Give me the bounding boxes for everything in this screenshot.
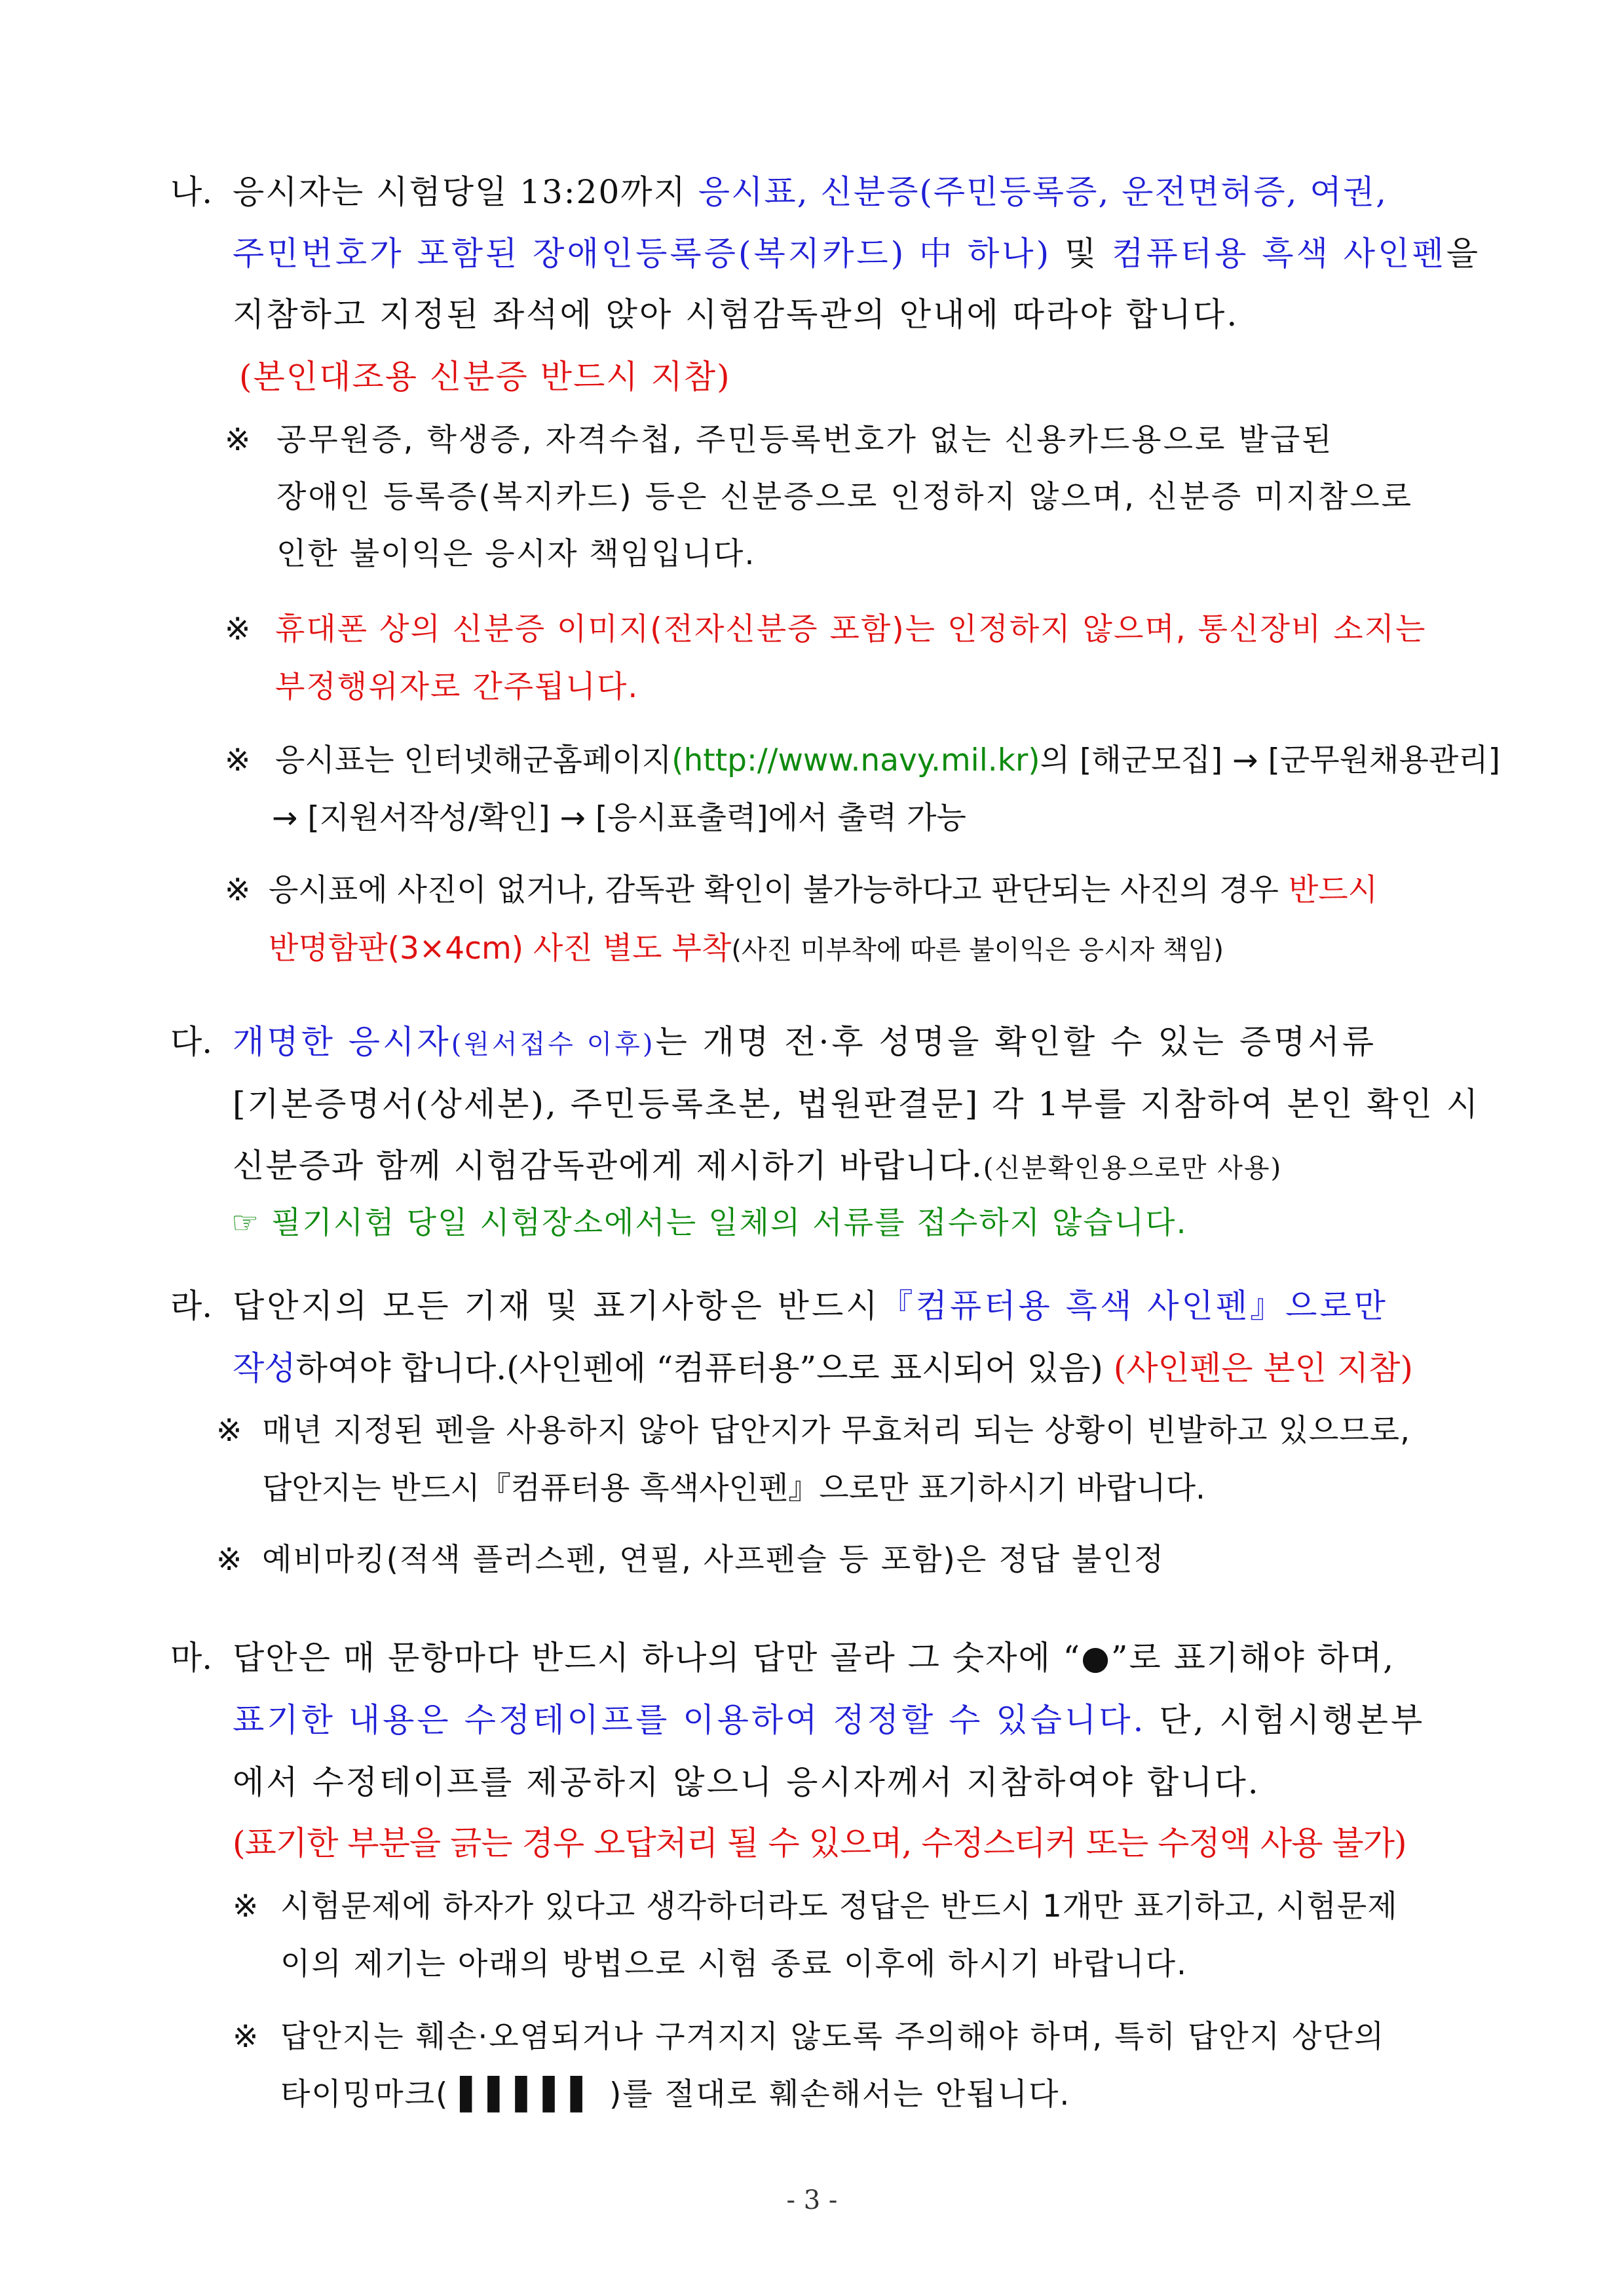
section-ra-write: 작성 <box>233 1349 296 1387</box>
note-na-1-line-3: 인한 불이익은 응시자 책임입니다. <box>276 536 756 572</box>
note-mark: ※ <box>216 1413 242 1449</box>
note-na-3-line-2: → [지원서작성/확인] → [응시표출력]에서 출력 가능 <box>272 800 966 836</box>
section-na-pen: 컴퓨터용 흑색 사인펜 <box>1112 235 1446 273</box>
renamed-applicant-note: (원서접수 이후) <box>451 1029 656 1060</box>
section-da-line-3 <box>233 1147 1283 1185</box>
section-ma-line-3: 에서 수정테이프를 제공하지 않으니 응시자께서 지참하여야 합니다. <box>233 1763 1260 1801</box>
photo-requirement: 반명함판(3×4cm) 사진 별도 부착 <box>269 930 732 966</box>
section-ma-label: 마. <box>170 1639 213 1677</box>
section-na-text: 을 <box>1446 235 1481 273</box>
note-na-2-line-1: 휴대폰 상의 신분증 이미지(전자신분증 포함)는 인정하지 않으며, 통신장비 소지는 <box>275 611 1427 647</box>
note-na-3-line-1 <box>275 742 1500 778</box>
section-ma-line-2 <box>233 1701 1426 1739</box>
section-ra-line-1 <box>233 1287 1388 1325</box>
note-na-1-line-2: 장애인 등록증(복지카드) 등은 신분증으로 인정하지 않으며, 신분증 미지참으로 <box>276 479 1414 515</box>
page-number: - 3 - <box>786 2185 838 2215</box>
section-ra-text: 하여야 합니다.(사인펜에 “컴퓨터용”으로 표시되어 있음) <box>295 1349 1103 1387</box>
section-da-text: 신분증과 함께 시험감독관에게 제시하기 바랍니다. <box>233 1147 983 1185</box>
note-mark: ※ <box>233 2019 259 2055</box>
note-na-1-line-1: 공무원증, 학생증, 자격수첩, 주민등록번호가 없는 신용카드용으로 발급된 <box>276 422 1334 458</box>
section-da-line-1 <box>233 1023 1377 1061</box>
note-ma-1-line-1: 시험문제에 하자가 있다고 생각하더라도 정답은 반드시 1개만 표기하고, 시험문제 <box>280 1888 1398 1924</box>
note-ma-2-line-1: 답안지는 훼손·오염되거나 구겨지지 않도록 주의해야 하며, 특히 답안지 상단의 <box>280 2019 1386 2055</box>
note-ma-2-line-2 <box>280 2076 1071 2113</box>
section-ra-text: 답안지의 모든 기재 및 표기사항은 반드시 <box>233 1287 880 1325</box>
section-da-note: (신분확인용으로만 사용) <box>983 1153 1283 1183</box>
note-mark: ※ <box>225 872 251 908</box>
section-na-text: 및 <box>1065 235 1099 273</box>
timing-mark-icon: ▌▌▌▌▌ <box>460 2076 599 2113</box>
section-ra-bring-pen: (사인펜은 본인 지참) <box>1113 1349 1413 1387</box>
note-text: 응시표는 인터넷해군홈페이지 <box>275 742 672 778</box>
note-text-red: 반드시 <box>1288 872 1378 908</box>
note-mark: ※ <box>225 422 251 458</box>
section-ma-line-1: 답안은 매 문항마다 반드시 하나의 답만 골라 그 숫자에 “●”로 표기해야 하며, <box>233 1639 1395 1677</box>
note-mark: ※ <box>225 611 251 647</box>
section-da-no-documents: ☞ 필기시험 당일 시험장소에서는 일체의 서류를 접수하지 않습니다. <box>231 1205 1188 1241</box>
note-text: 의 [해군모집] → [군무원채용관리] <box>1040 742 1500 778</box>
note-text: 응시표에 사진이 없거나, 감독관 확인이 불가능하다고 판단되는 사진의 경우 <box>269 872 1279 908</box>
section-ra-line-2 <box>233 1349 1413 1387</box>
section-da-label: 다. <box>170 1023 213 1061</box>
note-ma-1-line-2: 이의 제기는 아래의 방법으로 시험 종료 이후에 하시기 바랍니다. <box>280 1946 1188 1982</box>
section-da-text: 는 개명 전·후 성명을 확인할 수 있는 증명서류 <box>655 1023 1377 1061</box>
note-ra-2-line-1: 예비마킹(적색 플러스펜, 연필, 사프펜슬 등 포함)은 정답 불인정 <box>262 1542 1165 1578</box>
note-ra-1-line-1: 매년 지정된 펜을 사용하지 않아 답안지가 무효처리 되는 상황이 빈발하고 있으므로, <box>262 1413 1411 1449</box>
section-ra-label: 라. <box>170 1287 213 1325</box>
note-text: )를 절대로 훼손해서는 안됩니다. <box>609 2076 1071 2113</box>
section-na-text: 응시자는 시험당일 13:20까지 <box>233 173 687 211</box>
section-ra-pen: 『컴퓨터용 흑색 사인펜』으로만 <box>880 1287 1388 1325</box>
section-na-line-1 <box>233 173 1500 211</box>
photo-note: (사진 미부착에 따른 불이익은 응시자 책임) <box>731 935 1224 965</box>
renamed-applicant: 개명한 응시자 <box>233 1023 451 1061</box>
note-text: 타이밍마크( <box>280 2076 449 2113</box>
section-na-label: 나. <box>170 173 213 211</box>
note-mark: ※ <box>233 1888 259 1924</box>
section-na-required-items-cont: 주민번호가 포함된 장애인등록증(복지카드) 中 하나) <box>233 235 1052 273</box>
section-na-line-2 <box>233 235 1481 273</box>
note-mark: ※ <box>225 742 251 778</box>
section-ma-correction-tape: 표기한 내용은 수정테이프를 이용하여 정정할 수 있습니다. <box>233 1701 1146 1739</box>
note-na-4-line-1 <box>269 872 1378 908</box>
section-na-line-3: 지참하고 지정된 좌석에 앉아 시험감독관의 안내에 따라야 합니다. <box>233 296 1239 334</box>
navy-homepage-link[interactable]: (http://www.navy.mil.kr) <box>671 742 1040 778</box>
note-ra-1-line-2: 답안지는 반드시『컴퓨터용 흑색사인펜』으로만 표기하시기 바랍니다. <box>262 1470 1205 1506</box>
section-ma-warning: (표기한 부분을 긁는 경우 오답처리 될 수 있으며, 수정스티커 또는 수정액 사용 불가) <box>233 1824 1407 1862</box>
note-na-4-line-2 <box>269 930 1224 966</box>
section-na-id-required: (본인대조용 신분증 반드시 지참) <box>239 358 731 396</box>
section-ma-text: 단, 시험시행본부 <box>1159 1701 1426 1739</box>
note-mark: ※ <box>216 1542 242 1578</box>
section-na-required-items: 응시표, 신분증(주민등록증, 운전면허증, 여권, <box>698 173 1388 211</box>
section-da-line-2: [기본증명서(상세본), 주민등록초본, 법원판결문] 각 1부를 지참하여 본인 확인 시 <box>233 1085 1481 1123</box>
note-na-2-line-2: 부정행위자로 간주됩니다. <box>275 669 639 705</box>
